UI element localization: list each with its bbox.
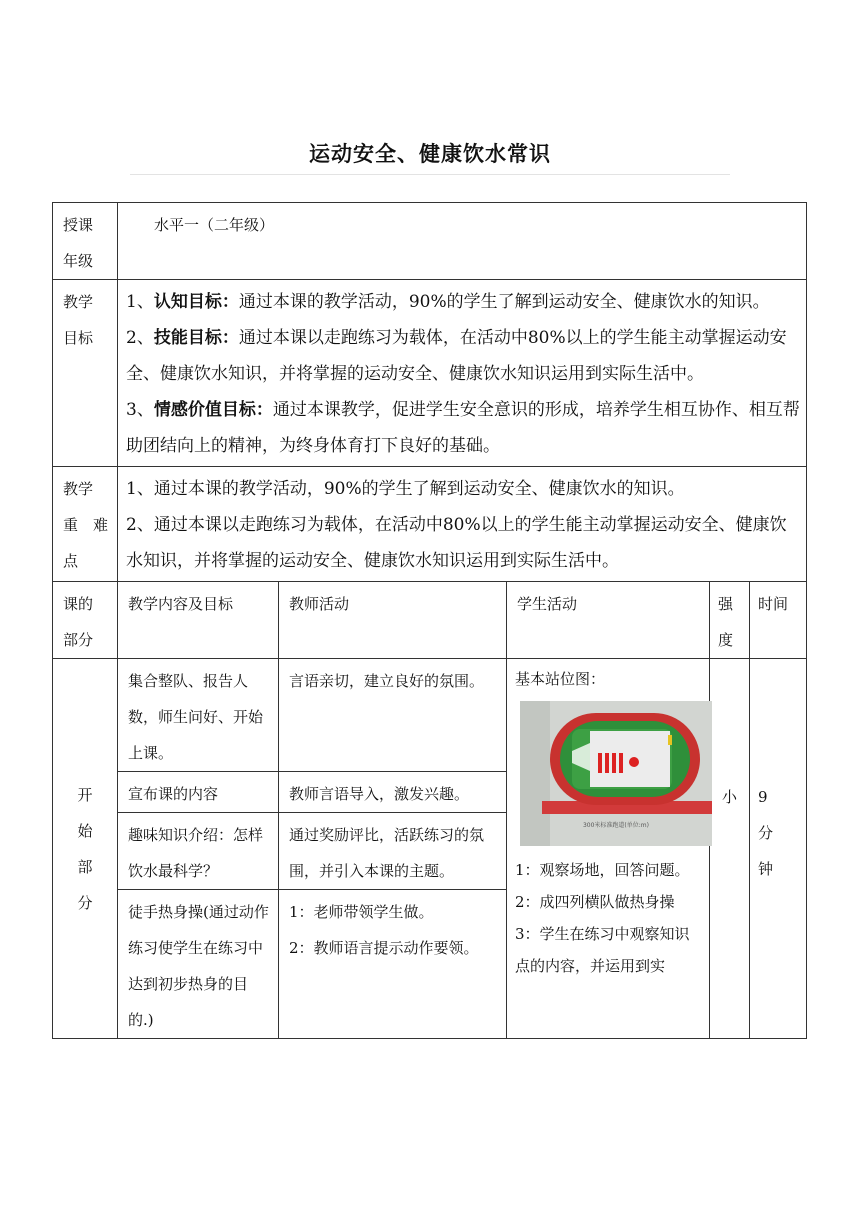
header-section: 课的 部分 — [53, 582, 118, 659]
objective-item: 1、认知目标：通过本课的教学活动，90%的学生了解到运动安全、健康饮水的知识。 — [126, 292, 770, 312]
keypoint-item: 2、通过本课以走跑练习为载体，在活动中80%以上的学生能主动掌握运动安全、健康饮水知识，并将掌握的运动安全、健康饮水知识运用到实际生活中。 — [126, 515, 787, 571]
keypoints-content — [118, 467, 807, 582]
objectives-content — [118, 280, 807, 467]
header-student: 学生活动 — [507, 582, 710, 659]
intensity-cell: 小 — [710, 659, 750, 1039]
grade-value: 水平一（二年级） — [118, 203, 807, 280]
header-time: 时间 — [750, 582, 807, 659]
student-item: 2：成四列横队做热身操 — [515, 893, 675, 911]
teacher-cell: 1：老师带领学生做。 2：教师语言提示动作要领。 — [279, 890, 507, 1039]
grade-row — [53, 203, 807, 280]
grade-label: 授课 年级 — [53, 203, 118, 280]
student-item: 3：学生在练习中观察知识点的内容，并运用到实 — [515, 925, 690, 975]
content-cell: 趣味知识介绍：怎样饮水最科学？ — [118, 813, 279, 890]
header-teacher: 教师活动 — [279, 582, 507, 659]
header-content: 教学内容及目标 — [118, 582, 279, 659]
student-item: 1：观察场地，回答问题。 — [515, 861, 690, 879]
objectives-label: 教学 目标 — [53, 280, 118, 467]
station-diagram — [520, 701, 712, 846]
content-cell: 宣布课的内容 — [118, 772, 279, 813]
time-cell: 9 分 钟 — [750, 659, 807, 1039]
document-title: 运动安全、健康饮水常识 — [309, 141, 551, 166]
running-track-figure — [520, 701, 712, 846]
station-caption: 基本站位图： — [515, 670, 606, 688]
figure-label: 300米标准跑道(单位:m) — [582, 822, 650, 829]
lesson-plan-table — [52, 202, 807, 1039]
keypoints-label: 教学 重 难 点 — [53, 467, 118, 582]
teacher-cell: 言语亲切，建立良好的氛围。 — [279, 659, 507, 772]
objectives-row — [53, 280, 807, 467]
start-row-1 — [53, 659, 807, 772]
title-divider — [130, 174, 730, 175]
start-section-label: 开 始 部 分 — [53, 659, 118, 1039]
keypoints-row — [53, 467, 807, 582]
objective-item: 3、情感价值目标：通过本课教学，促进学生安全意识的形成，培养学生相互协作、相互帮助团结向上的精神，为终身体育打下良好的基础。 — [126, 400, 800, 456]
teacher-cell: 教师言语导入，激发兴趣。 — [279, 772, 507, 813]
content-cell: 集合整队、报告人数，师生问好、开始上课。 — [118, 659, 279, 772]
header-intensity: 强 度 — [710, 582, 750, 659]
student-cell — [507, 659, 710, 1039]
keypoint-item: 1、通过本课的教学活动，90%的学生了解到运动安全、健康饮水的知识。 — [126, 479, 685, 499]
header-row — [53, 582, 807, 659]
teacher-cell: 通过奖励评比，活跃练习的氛围，并引入本课的主题。 — [279, 813, 507, 890]
content-cell: 徒手热身操(通过动作练习使学生在练习中达到初步热身的目的.) — [118, 890, 279, 1039]
objective-item: 2、技能目标：通过本课以走跑练习为载体，在活动中80%以上的学生能主动掌握运动安全、健康饮水知识，并将掌握的运动安全、健康饮水知识运用到实际生活中。 — [126, 328, 787, 384]
